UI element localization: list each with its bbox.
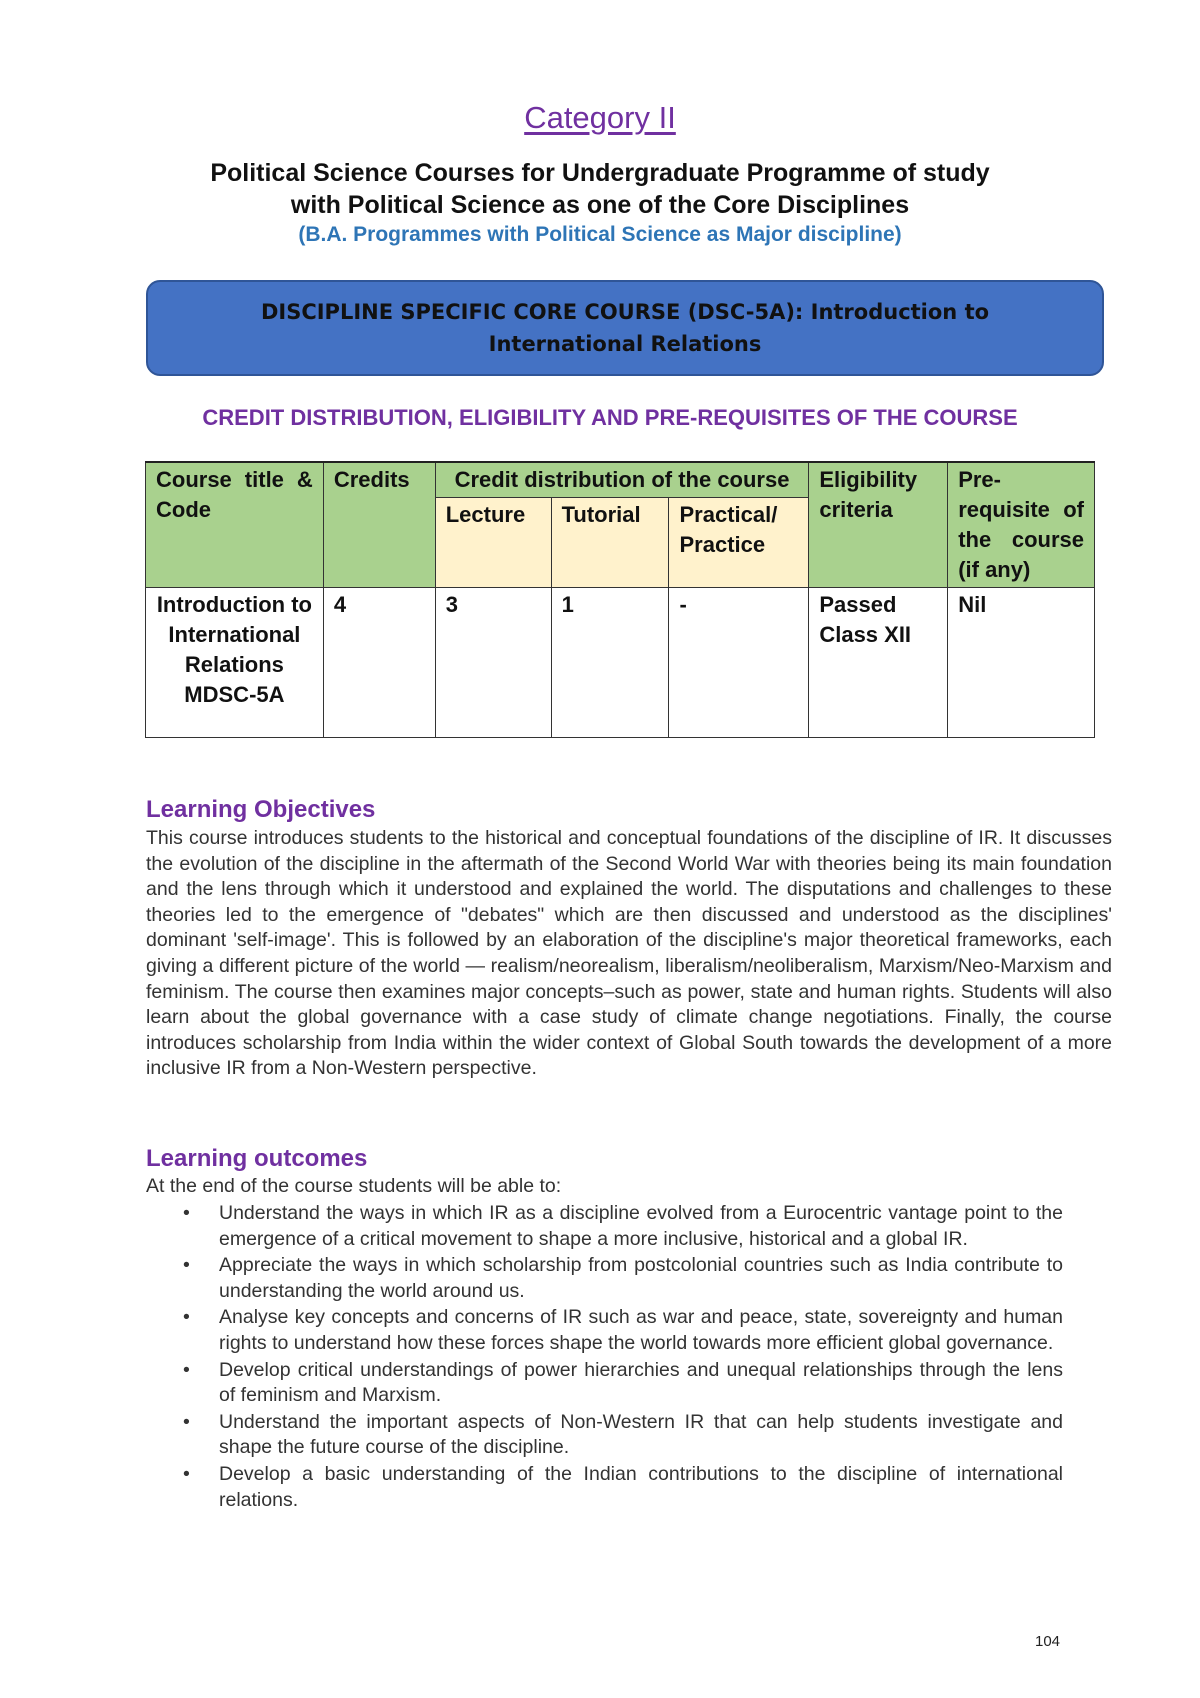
cell-prerequisite: Nil bbox=[948, 588, 1095, 738]
bullet-icon: • bbox=[183, 1410, 190, 1433]
course-title-text: DISCIPLINE SPECIFIC CORE COURSE (DSC-5A): Introduction to International Relations bbox=[260, 300, 990, 356]
course-title-box bbox=[146, 280, 1104, 376]
list-item bbox=[146, 1358, 1063, 1409]
cell-course-title bbox=[146, 588, 324, 738]
category-heading: Category II bbox=[524, 100, 676, 135]
list-item bbox=[146, 1253, 1063, 1304]
outcome-text: Appreciate the ways in which scholarship from postcolonial countries such as India contribute to understanding the world around us. bbox=[219, 1254, 1063, 1302]
learning-objectives-text: This course introduces students to the historical and conceptual foundations of the discipline of IR. It discusses the evolution of the discipline in the aftermath of the Second World War with theories being its main foundation and the lens through which it understood and explained the world. The disputations and challenges to these theories led to the emergence of "debates" which are then discussed and understood as the disciplines' dominant 'self-image'. This is followed by an elaboration of the discipline's major theoretical frameworks, each giving a different picture of the world — realism/neorealism, liberalism/neoliberalism, Marxism/Neo-Marxism and feminism. The course then examines major concepts–such as power, state and human rights. Students will also learn about the global governance with a case study of climate change negotiations. Finally, the course introduces scholarship from India within the wider context of Global South towards the development of a more inclusive IR from a Non-Western perspective. bbox=[146, 827, 1112, 1080]
page-subtitle: (B.A. Programmes with Political Science as Major discipline) bbox=[298, 223, 902, 246]
bullet-icon: • bbox=[183, 1202, 190, 1224]
list-item bbox=[146, 1201, 1063, 1252]
header-eligibility: Eligibility criteria bbox=[809, 462, 948, 588]
outcome-text: Analyse key concepts and concerns of IR such as war and peace, state, sovereignty and human rights to understand how these forces shape the world towards more efficient global governance. bbox=[219, 1306, 1063, 1354]
header-tutorial: Tutorial bbox=[551, 498, 669, 588]
header-prerequisite: Pre-requisite of the course (if any) bbox=[948, 462, 1095, 588]
list-item bbox=[146, 1462, 1063, 1513]
header-practical: Practical/ Practice bbox=[669, 498, 809, 588]
cell-credits: 4 bbox=[323, 588, 435, 738]
outcome-text: Understand the ways in which IR as a discipline evolved from a Eurocentric vantage point to the emergence of a critical movement to shape a more inclusive, historical and a global IR. bbox=[219, 1202, 1063, 1250]
course-name: Introduction to International Relations bbox=[156, 592, 312, 677]
page-number: 104 bbox=[1035, 1633, 1061, 1650]
cell-practical: - bbox=[669, 588, 809, 738]
outcome-text: Understand the important aspects of Non-Western IR that can help students investigate and shape the future course of the discipline. bbox=[219, 1410, 1063, 1459]
learning-outcomes-intro: At the end of the course students will be able to: bbox=[146, 1175, 562, 1197]
course-code: MDSC-5A bbox=[184, 682, 285, 707]
cell-tutorial: 1 bbox=[551, 588, 669, 738]
table-row bbox=[146, 588, 1095, 738]
outcome-text: Develop critical understandings of power hierarchies and unequal relationships through the lens of feminism and Marxism. bbox=[219, 1358, 1063, 1407]
credit-table bbox=[145, 461, 1095, 738]
cell-eligibility: Passed Class XII bbox=[809, 588, 948, 738]
list-item bbox=[146, 1410, 1063, 1461]
credit-distribution-heading: CREDIT DISTRIBUTION, ELIGIBILITY AND PRE-REQUISITES OF THE COURSE bbox=[202, 405, 1018, 430]
learning-outcomes-heading: Learning outcomes bbox=[146, 1145, 368, 1172]
learning-objectives-heading: Learning Objectives bbox=[146, 796, 376, 823]
bullet-icon: • bbox=[183, 1254, 190, 1277]
learning-outcomes-list bbox=[146, 1201, 1063, 1514]
bullet-icon: • bbox=[183, 1306, 190, 1329]
header-lecture: Lecture bbox=[435, 498, 551, 588]
page-title bbox=[0, 157, 1200, 221]
outcome-text: Develop a basic understanding of the Indian contributions to the discipline of international relations. bbox=[219, 1462, 1063, 1511]
bullet-icon: • bbox=[183, 1462, 190, 1485]
header-credits: Credits bbox=[323, 462, 435, 588]
cell-lecture: 3 bbox=[435, 588, 551, 738]
header-course-title: Course title & Code bbox=[146, 462, 324, 588]
title-line-2: with Political Science as one of the Core Disciplines bbox=[290, 191, 910, 219]
bullet-icon: • bbox=[183, 1358, 190, 1381]
list-item bbox=[146, 1305, 1063, 1356]
header-credit-distribution: Credit distribution of the course bbox=[435, 462, 809, 498]
table-header-row bbox=[146, 462, 1095, 498]
title-line-1: Political Science Courses for Undergraduate Programme of study bbox=[210, 159, 990, 187]
